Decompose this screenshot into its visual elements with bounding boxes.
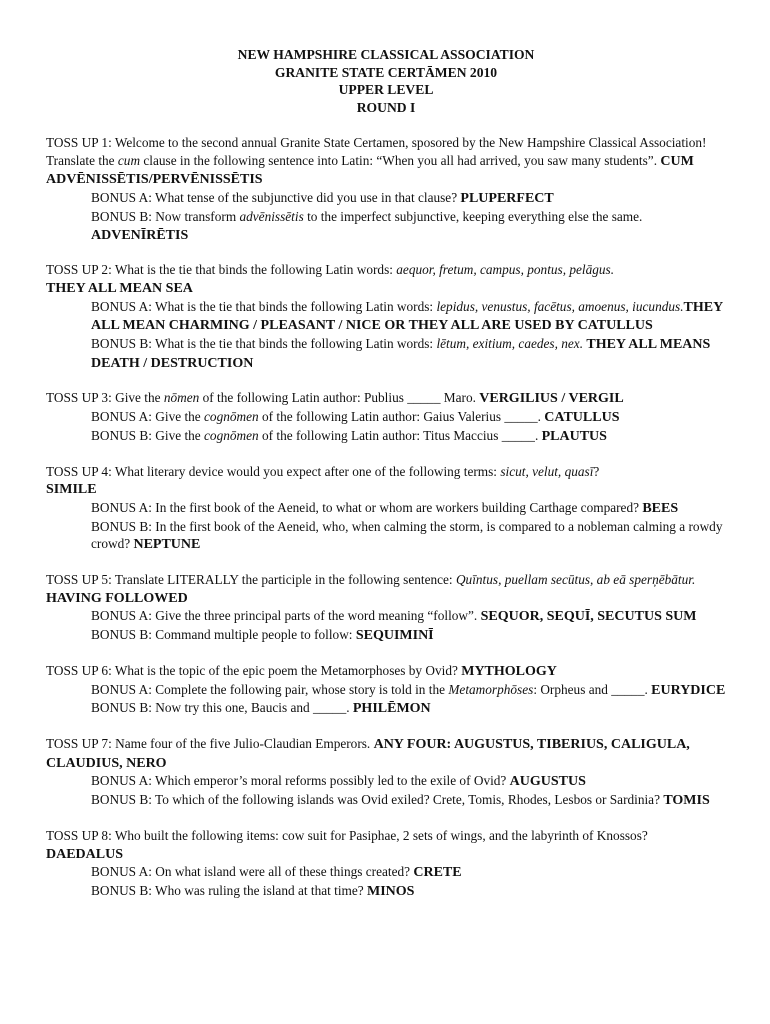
bonus-6a-italic: Metamorphōses [448, 681, 534, 697]
bonus-4a-text: BONUS A: In the first book of the Aeneid, to what or whom are workers building Carthage compared? [91, 499, 643, 515]
question-2 [46, 261, 728, 372]
bonus-5b-text: BONUS B: Command multiple people to follow: [91, 627, 356, 643]
bonus-2a [91, 298, 728, 335]
bonus-6a [91, 681, 728, 700]
bonus-8a-text: BONUS A: On what island were all of these things created? [91, 864, 414, 880]
bonus-1a-text: BONUS A: What tense of the subjunctive did you use in that clause? [91, 190, 461, 206]
bonus-8a [91, 863, 728, 882]
bonus-1b-answer: ADVENĪRĒTIS [91, 227, 189, 243]
question-7 [46, 735, 728, 810]
bonus-2b [91, 335, 728, 372]
bonus-2b-answer: THEY ALL MEANS DEATH / DESTRUCTION [91, 337, 711, 371]
bonus-1b-text-2: to the imperfect subjunctive, keeping everything else the same. [303, 208, 643, 224]
tossup-7-text: TOSS UP 7: Name four of the five Julio-Claudian Emperors. [46, 735, 374, 751]
tossup-5-text: TOSS UP 5: Translate LITERALLY the participle in the following sentence: [46, 572, 456, 588]
bonus-2b-italic: lētum, exitium, caedes, nex. [436, 336, 584, 352]
bonus-3a-answer: CATULLUS [544, 410, 620, 426]
header-level: UPPER LEVEL [338, 82, 434, 97]
tossup-6-answer: MYTHOLOGY [461, 663, 557, 679]
bonus-3a-italic: cognōmen [204, 409, 259, 425]
tossup-6 [46, 662, 728, 681]
tossup-1-text-2: clause in the following sentence into Latin: “When you all had arrived, you saw many students”. [140, 152, 661, 168]
tossup-3-answer: VERGILIUS / VERGIL [479, 391, 624, 407]
bonus-8b [91, 882, 728, 901]
bonus-8b-text: BONUS B: Who was ruling the island at that time? [91, 882, 368, 898]
question-6 [46, 662, 728, 718]
tossup-4-text: TOSS UP 4: What literary device would you expect after one of the following terms: [46, 463, 501, 479]
tossup-3-italic: nōmen [163, 390, 200, 406]
tossup-6-text: TOSS UP 6: What is the topic of the epic poem the Metamorphoses by Ovid? [46, 662, 462, 678]
tossup-4 [46, 463, 728, 499]
question-5 [46, 571, 728, 645]
bonus-2a-italic: lepidus, venustus, facētus, amoenus, iucundus. [436, 298, 684, 314]
bonus-2a-text: BONUS A: What is the tie that binds the following Latin words: [91, 298, 437, 314]
bonus-6b-answer: PHILĒMON [352, 701, 431, 717]
bonus-4b-answer: NEPTUNE [133, 537, 201, 553]
tossup-7 [46, 735, 728, 772]
bonus-7a-text: BONUS A: Which emperor’s moral reforms possibly led to the exile of Ovid? [91, 773, 510, 789]
bonus-2a-answer: THEY ALL MEAN CHARMING / PLEASANT / NICE OR THEY ALL ARE USED BY CATULLUS [91, 299, 723, 334]
question-8 [46, 827, 728, 901]
bonus-1a [91, 189, 728, 208]
bonus-7a-answer: AUGUSTUS [509, 774, 586, 790]
tossup-8-text: TOSS UP 8: Who built the following items: cow suit for Pasiphae, 2 sets of wings, and the labyrinth of Knossos? [46, 827, 648, 843]
question-4 [46, 463, 728, 555]
tossup-1-text: TOSS UP 1: Welcome to the second annual Granite State Certamen, sposored by the New Hampshire Classical Association! Translate the [46, 135, 707, 168]
bonus-6b [91, 699, 728, 718]
tossup-1-answer: CUM ADVĒNISSĒTIS/PERVĒNISSĒTIS [46, 153, 694, 188]
bonus-4b [91, 518, 728, 554]
bonus-3a-text-2: of the following Latin author: Gaius Valerius _____. [258, 409, 545, 425]
bonus-3a-text: BONUS A: Give the [91, 409, 205, 425]
bonus-1a-answer: PLUPERFECT [460, 191, 554, 207]
tossup-4-italic: sicut, velut, quasī [500, 463, 594, 479]
bonus-3b-italic: cognōmen [204, 427, 259, 443]
bonus-6b-text: BONUS B: Now try this one, Baucis and _____. [91, 700, 353, 716]
tossup-5 [46, 571, 728, 607]
bonus-2b-text: BONUS B: What is the tie that binds the following Latin words: [91, 336, 437, 352]
tossup-1 [46, 134, 728, 189]
tossup-7-answer: ANY FOUR: AUGUSTUS, TIBERIUS, CALIGULA, CLAUDIUS, NERO [46, 736, 690, 771]
question-1 [46, 134, 728, 244]
bonus-3b-answer: PLAUTUS [541, 428, 607, 444]
bonus-3a [91, 408, 728, 427]
tossup-4-answer: SIMILE [46, 482, 97, 498]
tossup-3 [46, 389, 728, 408]
bonus-8b-answer: MINOS [367, 883, 415, 899]
bonus-3b-text: BONUS B: Give the [91, 427, 205, 443]
bonus-6a-text-2: : Orpheus and _____. [533, 681, 652, 697]
header-round: ROUND I [356, 99, 416, 115]
tossup-2-answer: THEY ALL MEAN SEA [46, 280, 193, 296]
bonus-6a-text: BONUS A: Complete the following pair, whose story is told in the [91, 681, 449, 697]
tossup-3-text: TOSS UP 3: Give the [46, 390, 164, 406]
bonus-5a [91, 607, 728, 626]
header-event: GRANITE STATE CERTĀMEN 2010 [274, 64, 498, 80]
bonus-8a-answer: CRETE [413, 865, 462, 881]
tossup-2-italic: aequor, fretum, campus, pontus, pelāgus. [396, 262, 615, 278]
tossup-2-text: TOSS UP 2: What is the tie that binds the following Latin words: [46, 262, 397, 278]
bonus-5a-answer: SEQUOR, SEQUĪ, SECUTUS SUM [480, 609, 697, 625]
bonus-3b-text-2: of the following Latin author: Titus Maccius _____. [258, 427, 542, 443]
tossup-3-text-2: of the following Latin author: Publius _____ Maro. [199, 390, 480, 406]
bonus-5a-text: BONUS A: Give the three principal parts of the word meaning “follow”. [91, 608, 481, 624]
bonus-7b-answer: TOMIS [663, 793, 710, 809]
tossup-8-answer: DAEDALUS [46, 846, 124, 862]
bonus-4a-answer: BEES [642, 500, 679, 516]
tossup-1-italic: cum [117, 152, 141, 168]
bonus-3b [91, 427, 728, 446]
question-list [46, 134, 728, 901]
bonus-7b-text: BONUS B: To which of the following islands was Ovid exiled? Crete, Tomis, Rhodes, Lesbos or Sardinia? [91, 792, 664, 808]
bonus-1b [91, 208, 728, 244]
bonus-4a [91, 499, 728, 518]
bonus-7b [91, 791, 728, 810]
tossup-4-text-2: ? [593, 463, 600, 479]
bonus-4b-text: BONUS B: In the first book of the Aeneid, who, when calming the storm, is compared to a nobleman calming a rowdy crowd? [91, 518, 723, 552]
bonus-5b-answer: SEQUIMINĪ [355, 628, 434, 644]
document-header [46, 46, 726, 116]
bonus-7a [91, 772, 728, 791]
question-3 [46, 389, 728, 445]
bonus-6a-answer: EURYDICE [651, 682, 726, 698]
tossup-5-italic: Quīntus, puellam secūtus, ab eā sperņēbātur. [455, 572, 696, 588]
bonus-5b [91, 626, 728, 645]
bonus-1b-italic: advēnissētis [239, 208, 304, 224]
header-organization: NEW HAMPSHIRE CLASSICAL ASSOCIATION [237, 47, 535, 62]
bonus-1b-text: BONUS B: Now transform [91, 208, 240, 224]
tossup-5-answer: HAVING FOLLOWED [46, 590, 188, 606]
tossup-2 [46, 261, 728, 297]
tossup-8 [46, 827, 728, 863]
